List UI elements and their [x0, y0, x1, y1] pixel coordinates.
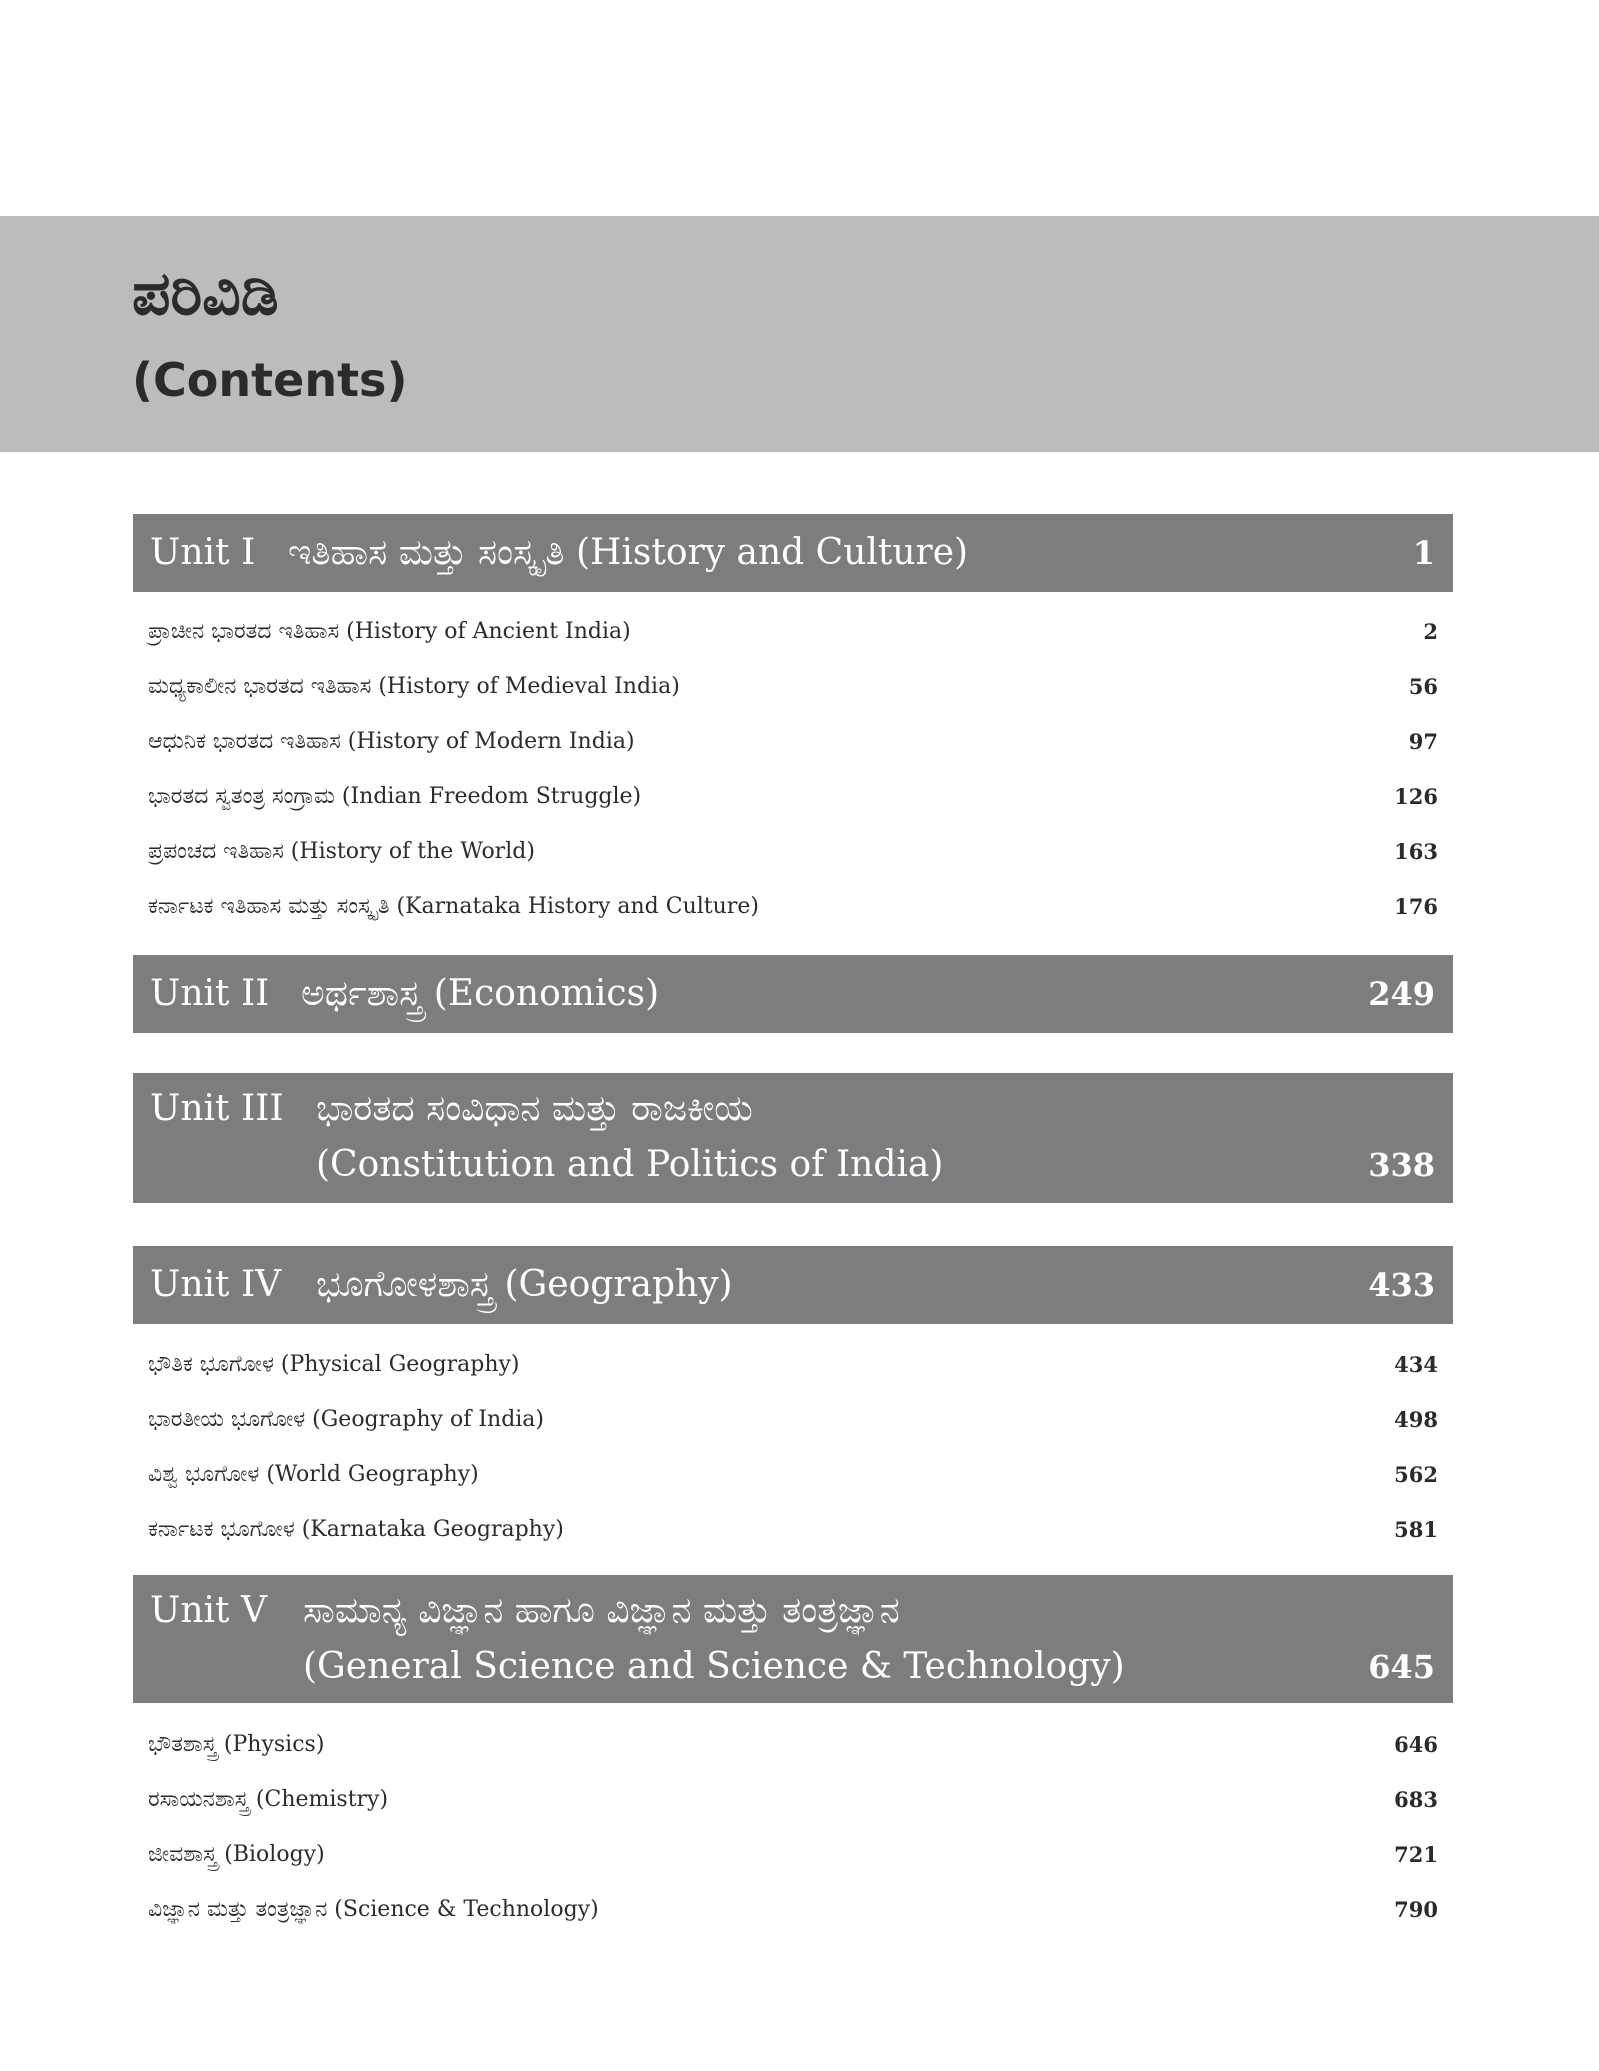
unit-page-number: 645 [1368, 1648, 1435, 1686]
unit-label: Unit V [150, 1590, 267, 1631]
chapter-page-number: 56 [1408, 674, 1438, 699]
chapter-page-number: 2 [1423, 619, 1438, 644]
chapter-title: ಮಧ್ಯಕಾಲೀನ ಭಾರತದ ಇತಿಹಾಸ (History of Medieval India) [148, 674, 680, 699]
unit-title-english: (Constitution and Politics of India) [316, 1144, 944, 1185]
chapter-row[interactable] [148, 779, 1438, 815]
unit-label: Unit II [150, 973, 270, 1014]
unit-header-3[interactable] [133, 1073, 1453, 1203]
chapter-title: ಆಧುನಿಕ ಭಾರತದ ಇತಿಹಾಸ (History of Modern India) [148, 729, 635, 754]
chapter-title: ಪ್ರಾಚೀನ ಭಾರತದ ಇತಿಹಾಸ (History of Ancient India) [148, 619, 631, 644]
chapter-row[interactable] [148, 889, 1438, 925]
unit-page-number: 1 [1412, 534, 1435, 572]
page-title-kannada: ಪರಿವಿಡಿ [132, 259, 279, 329]
chapter-row[interactable] [148, 1457, 1438, 1493]
chapter-title: ಭಾರತದ ಸ್ವತಂತ್ರ ಸಂಗ್ರಾಮ (Indian Freedom Struggle) [148, 784, 642, 809]
chapter-title: ಭೌತಶಾಸ್ತ್ರ (Physics) [148, 1732, 325, 1757]
unit-header-2[interactable] [133, 955, 1453, 1033]
chapter-page-number: 581 [1394, 1517, 1438, 1542]
unit-label: Unit I [150, 532, 256, 573]
chapter-title: ವಿಜ್ಞಾನ ಮತ್ತು ತಂತ್ರಜ್ಞಾನ (Science & Technology) [148, 1897, 599, 1922]
unit-title: ಅರ್ಥಶಾಸ್ತ್ರ (Economics) [301, 973, 660, 1014]
chapter-row[interactable] [148, 1892, 1438, 1928]
chapter-page-number: 163 [1394, 839, 1438, 864]
chapter-title: ಭೌತಿಕ ಭೂಗೋಳ (Physical Geography) [148, 1352, 520, 1377]
chapter-row[interactable] [148, 834, 1438, 870]
chapter-page-number: 97 [1408, 729, 1438, 754]
unit-title: ಭೂಗೋಳಶಾಸ್ತ್ರ (Geography) [316, 1264, 733, 1305]
chapter-row[interactable] [148, 1727, 1438, 1763]
chapter-title: ಭಾರತೀಯ ಭೂಗೋಳ (Geography of India) [148, 1407, 545, 1432]
chapter-title: ವಿಶ್ವ ಭೂಗೋಳ (World Geography) [148, 1462, 479, 1487]
chapter-page-number: 721 [1394, 1842, 1438, 1867]
chapter-row[interactable] [148, 1347, 1438, 1383]
chapter-title: ಪ್ರಪಂಚದ ಇತಿಹಾಸ (History of the World) [148, 839, 535, 864]
chapter-page-number: 646 [1394, 1732, 1438, 1757]
chapter-title: ಕರ್ನಾಟಕ ಭೂಗೋಳ (Karnataka Geography) [148, 1517, 564, 1542]
unit-title-kannada: ಸಾಮಾನ್ಯ ವಿಜ್ಞಾನ ಹಾಗೂ ವಿಜ್ಞಾನ ಮತ್ತು ತಂತ್ರಜ್ಞಾನ [303, 1590, 900, 1631]
unit-header-5[interactable] [133, 1575, 1453, 1703]
chapter-page-number: 562 [1394, 1462, 1438, 1487]
unit-page-number: 249 [1368, 975, 1435, 1013]
unit-title-english: (General Science and Science & Technology) [303, 1646, 1125, 1687]
chapter-page-number: 683 [1394, 1787, 1438, 1812]
chapter-row[interactable] [148, 669, 1438, 705]
chapter-page-number: 176 [1394, 894, 1438, 919]
chapter-page-number: 126 [1394, 784, 1438, 809]
unit-title: ಇತಿಹಾಸ ಮತ್ತು ಸಂಸ್ಕೃತಿ (History and Culture) [288, 532, 969, 573]
chapter-row[interactable] [148, 1782, 1438, 1818]
unit-label: Unit IV [150, 1264, 282, 1305]
page-title-english: (Contents) [132, 353, 408, 407]
unit-header-4[interactable] [133, 1246, 1453, 1324]
chapter-page-number: 498 [1394, 1407, 1438, 1432]
chapter-title: ರಸಾಯನಶಾಸ್ತ್ರ (Chemistry) [148, 1787, 389, 1812]
chapter-title: ಕರ್ನಾಟಕ ಇತಿಹಾಸ ಮತ್ತು ಸಂಸ್ಕೃತಿ (Karnataka History and Culture) [148, 894, 759, 919]
chapter-page-number: 434 [1394, 1352, 1438, 1377]
unit-header-1[interactable] [133, 514, 1453, 592]
unit-label: Unit III [150, 1088, 284, 1129]
chapter-row[interactable] [148, 1837, 1438, 1873]
chapter-row[interactable] [148, 614, 1438, 650]
chapter-row[interactable] [148, 724, 1438, 760]
chapter-title: ಜೀವಶಾಸ್ತ್ರ (Biology) [148, 1842, 325, 1867]
contents-header-band [0, 216, 1599, 452]
chapter-row[interactable] [148, 1402, 1438, 1438]
unit-page-number: 338 [1368, 1146, 1435, 1184]
unit-page-number: 433 [1368, 1266, 1435, 1304]
chapter-page-number: 790 [1394, 1897, 1438, 1922]
chapter-row[interactable] [148, 1512, 1438, 1548]
unit-title-kannada: ಭಾರತದ ಸಂವಿಧಾನ ಮತ್ತು ರಾಜಕೀಯ [316, 1088, 753, 1129]
